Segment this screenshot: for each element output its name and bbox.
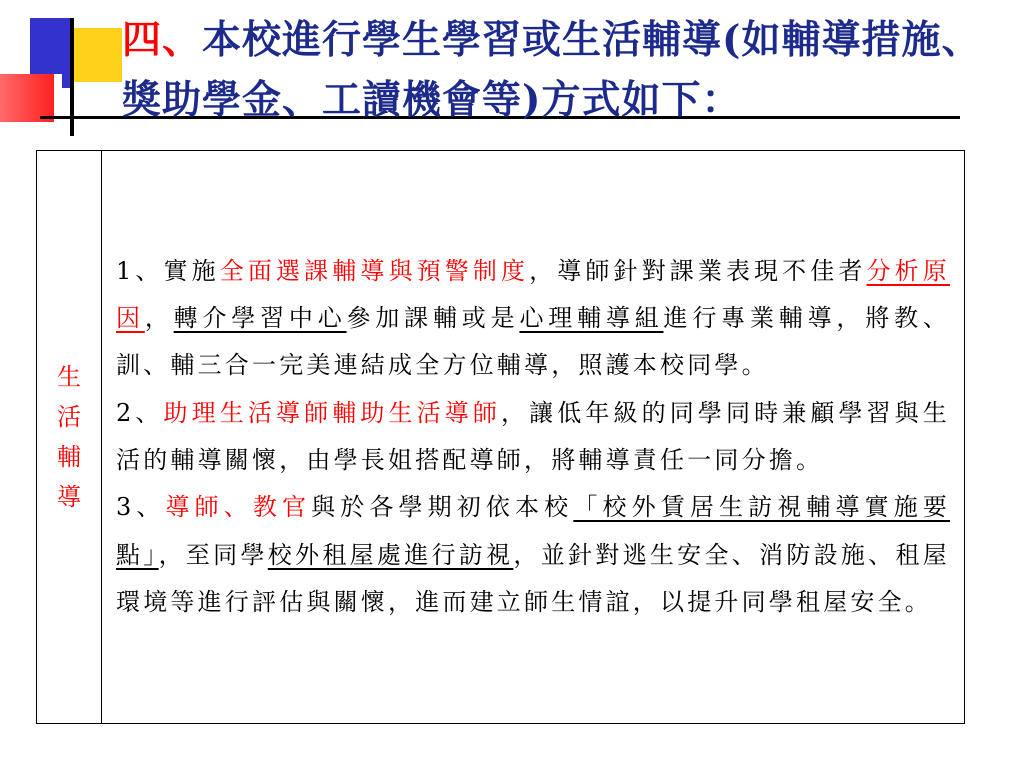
red-square-decoration bbox=[0, 74, 54, 122]
yellow-square-decoration bbox=[74, 28, 122, 82]
item-1 bbox=[116, 248, 950, 390]
white-gap-decoration bbox=[54, 74, 62, 122]
item-1-text-1: ，導師針對課業表現不佳者 bbox=[529, 256, 867, 285]
item-2 bbox=[116, 390, 950, 485]
content-cell bbox=[102, 151, 965, 724]
item-1-text-4: 進行專業輔導，將教、訓、輔三合一完美連結成全方位輔導，照護本校同學。 bbox=[116, 304, 951, 380]
category-cell bbox=[37, 151, 102, 724]
item-3-underlined-2: 校外租屋處進行訪視 bbox=[267, 540, 514, 569]
slide-title bbox=[122, 10, 992, 130]
item-2-highlight-1: 助理生活導師輔助生活導師 bbox=[163, 398, 501, 427]
item-3-prefix: 3、 bbox=[116, 493, 166, 522]
item-3-text-3: ，並針對逃生安全、消防設施、租屋環境等進行評估與關懷，進而建立師生情誼，以提升同學租屋安全。 bbox=[116, 540, 950, 616]
title-text: 本校進行學生學習或生活輔導(如輔導措施、獎助學金、工讀機會等)方式如下： bbox=[122, 17, 982, 123]
corner-decoration bbox=[0, 0, 130, 140]
title-number: 四、 bbox=[122, 17, 203, 63]
item-3-text-1: 與於各學期初依本校 bbox=[311, 493, 574, 522]
item-1-prefix: 1、實施 bbox=[116, 256, 220, 285]
item-3-text-2: ，至同學 bbox=[158, 540, 268, 569]
item-3-underlined-1: 「校外賃居生訪視輔導實施要點」 bbox=[116, 493, 951, 569]
item-3-highlight-1: 導師、教官 bbox=[165, 493, 312, 522]
category-label: 生活輔導 bbox=[56, 363, 81, 511]
guidance-table bbox=[36, 150, 965, 724]
item-2-text-1: ，讓低年級的同學同時兼顧學習與生活的輔導關懷，由學長姐搭配導師，將輔導責任一同分擔。 bbox=[116, 398, 951, 474]
table-row bbox=[37, 151, 965, 724]
item-1-underlined-1: 轉介學習中心 bbox=[173, 304, 347, 333]
item-1-text-2: ， bbox=[144, 304, 174, 333]
item-2-prefix: 2、 bbox=[116, 398, 164, 427]
item-1-highlight-2: 分析原因 bbox=[116, 256, 950, 333]
item-1-highlight-1: 全面選課輔導與預警制度 bbox=[219, 256, 530, 285]
item-1-text-3: 參加課輔或是 bbox=[346, 304, 520, 333]
item-3 bbox=[116, 484, 950, 626]
item-1-underlined-2: 心理輔導組 bbox=[519, 304, 664, 333]
